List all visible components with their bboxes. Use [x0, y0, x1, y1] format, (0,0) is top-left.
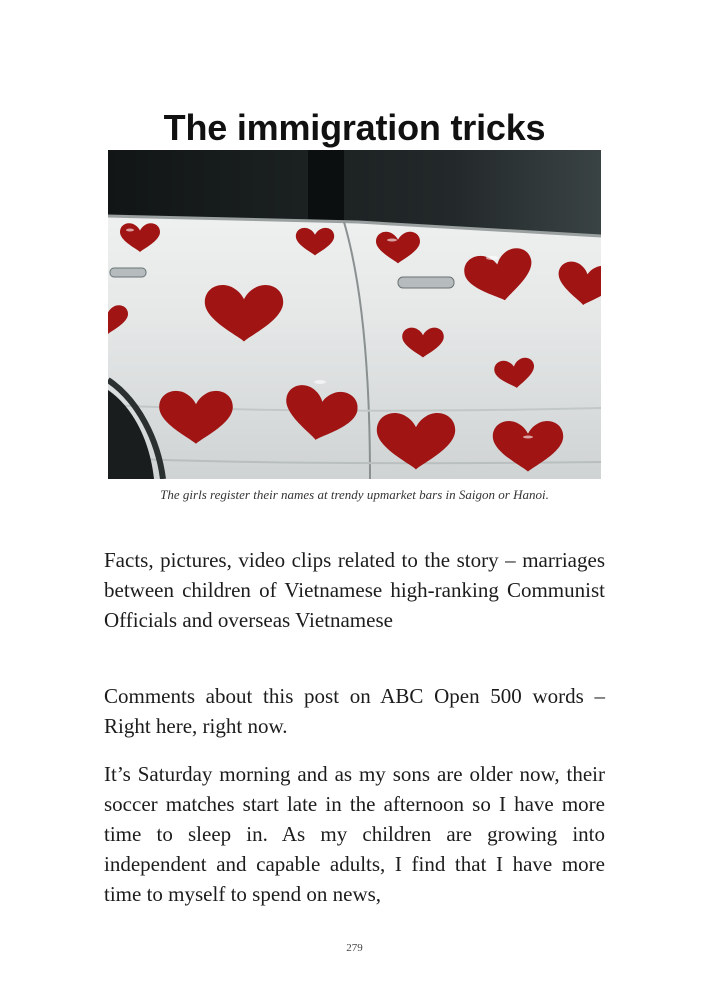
photo-caption: The girls register their names at trendy upmarket bars in Saigon or Hanoi.	[160, 487, 549, 502]
page-number: 279	[346, 942, 363, 954]
body-paragraph: Comments about this post on ABC Open 500 words – Right here, right now.	[104, 684, 605, 738]
body-paragraph: It’s Saturday morning and as my sons are older now, their soccer matches start late in the afternoon so I have more time to sleep in. As my children are growing into independent and capable adults, I find that I have more time to myself to spend on news,	[104, 762, 605, 906]
page-title: The immigration tricks	[163, 107, 546, 149]
photo-car-hearts	[108, 150, 601, 479]
body-paragraph: Facts, pictures, video clips related to the story – marriages between children of Vietnamese high-ranking Communist Officials and overseas Vietnamese	[104, 548, 605, 632]
